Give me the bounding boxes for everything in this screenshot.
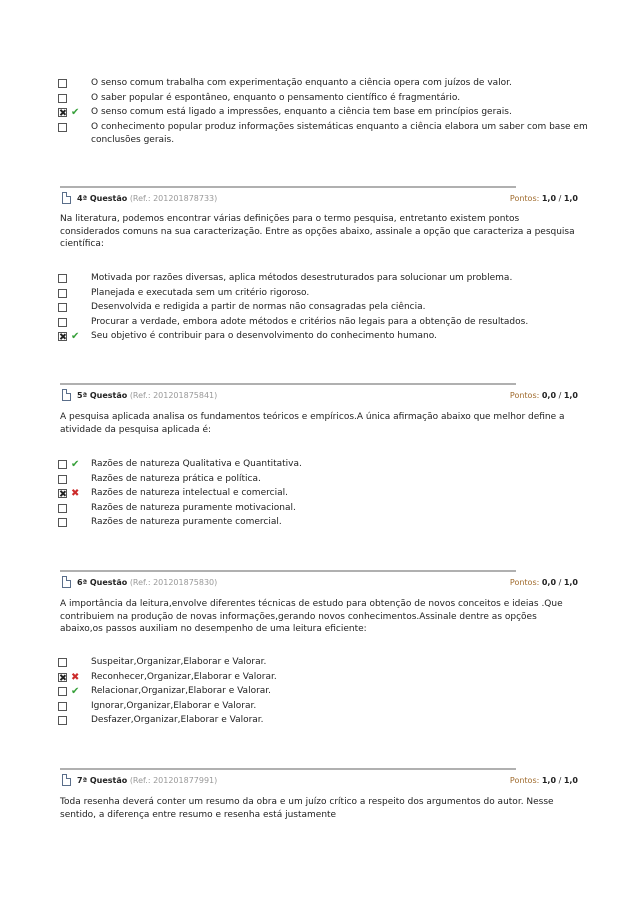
q5-options (58, 458, 598, 531)
answer-option[interactable] (58, 671, 598, 684)
answer-option-text: Planejada e executada sem um critério rigoroso. (91, 287, 310, 298)
q7-header (60, 768, 578, 788)
answer-option-text: Reconhecer,Organizar,Elaborar e Valorar. (91, 671, 277, 682)
answer-option[interactable] (58, 502, 598, 515)
cross-icon: ✖ (71, 488, 80, 499)
answer-option-text: Relacionar,Organizar,Elaborar e Valorar. (91, 686, 272, 696)
question-number: 4ª Questão (77, 194, 128, 203)
answer-option[interactable] (58, 458, 598, 471)
q4-header (60, 186, 578, 206)
document-icon (62, 576, 71, 588)
answer-checkbox[interactable] (58, 318, 67, 327)
question-ref: (Ref.: 201201878733) (129, 194, 218, 203)
separator (60, 768, 516, 770)
answer-checkbox[interactable] (58, 274, 67, 283)
answer-checkbox[interactable] (58, 489, 67, 498)
answer-option-text: O conhecimento popular produz informações sistemáticas enquanto a ciência elabora um saber com base em conclusões gerais. (91, 121, 588, 145)
separator (60, 570, 516, 572)
answer-checkbox[interactable] (58, 504, 67, 513)
answer-checkbox[interactable] (58, 673, 67, 682)
answer-checkbox[interactable] (58, 716, 67, 725)
question-text: Na literatura, podemos encontrar várias definições para o termo pesquisa, entretanto existem pontos considerados comuns na sua caracterização. Entre as opções abaixo, assinale a opção que caracteriza a pesquisa científica: (60, 214, 575, 249)
question-points: Pontos: 0,0 / 1,0 (509, 391, 578, 400)
q6-header (60, 570, 578, 590)
answer-option-text: Desfazer,Organizar,Elaborar e Valorar. (91, 715, 264, 725)
answer-option-text: O senso comum trabalha com experimentação enquanto a ciência opera com juízos de valor. (91, 78, 512, 88)
answer-checkbox[interactable] (58, 108, 67, 117)
cross-icon: ✖ (71, 671, 80, 683)
question-number: 5ª Questão (77, 391, 128, 400)
answer-option[interactable] (58, 714, 598, 727)
document-icon (62, 192, 71, 204)
answer-checkbox[interactable] (58, 303, 67, 312)
answer-option[interactable] (58, 516, 598, 529)
checkmark-icon: ✔ (71, 331, 80, 342)
question-ref: (Ref.: 201201875830) (129, 578, 218, 587)
q6-options (58, 656, 598, 729)
answer-option-text: Razões de natureza puramente motivacional. (91, 502, 296, 513)
answer-checkbox[interactable] (58, 460, 67, 469)
answer-option-text: Razões de natureza intelectual e comercial. (91, 488, 288, 498)
question-ref: (Ref.: 201201877991) (129, 776, 218, 785)
question-text: Toda resenha deverá conter um resumo da obra e um juízo crítico a respeito dos argumentos do autor. Nesse sentido, a diferença entre resumo e resenha está justamente (60, 797, 554, 820)
answer-option-text: Razões de natureza Qualitativa e Quantitativa. (91, 459, 302, 469)
document-icon (62, 774, 71, 786)
answer-option[interactable] (58, 685, 598, 698)
answer-checkbox[interactable] (58, 79, 67, 88)
answer-checkbox[interactable] (58, 687, 67, 696)
question-points: Pontos: 1,0 / 1,0 (509, 194, 578, 203)
answer-option-text: Ignorar,Organizar,Elaborar e Valorar. (91, 700, 257, 711)
answer-checkbox[interactable] (58, 658, 67, 667)
q3-options (58, 77, 598, 148)
question-points: Pontos: 0,0 / 1,0 (509, 578, 578, 587)
answer-checkbox[interactable] (58, 518, 67, 527)
answer-checkbox[interactable] (58, 94, 67, 103)
question-text: A pesquisa aplicada analisa os fundamentos teóricos e empíricos.A única afirmação abaixo que melhor define a atividade da pesquisa aplicada é: (60, 412, 565, 435)
answer-option-text: Seu objetivo é contribuir para o desenvolvimento do conhecimento humano. (91, 331, 437, 341)
separator (60, 186, 516, 188)
answer-checkbox[interactable] (58, 289, 67, 298)
question-text: A importância da leitura,envolve diferentes técnicas de estudo para obtenção de novos conceitos e ideias .Que contribuiem na produção de novas informações,gerando novos conhecimentos.Assinale dentre as opções abaixo,os passos auxiliam no desempenho de uma leitura eficiente: (60, 599, 563, 634)
answer-option[interactable] (58, 121, 598, 147)
answer-option[interactable] (58, 301, 598, 314)
answer-option-text: Procurar a verdade, embora adote métodos e critérios não legais para a obtenção de resultados. (91, 316, 529, 327)
question-number: 6ª Questão (77, 578, 128, 587)
document-icon (62, 389, 71, 401)
question-ref: (Ref.: 201201875841) (129, 391, 218, 400)
answer-option-text: O senso comum está ligado a impressões, enquanto a ciência tem base em princípios gerais. (91, 107, 512, 117)
q5-header (60, 383, 578, 403)
answer-option-text: Razões de natureza puramente comercial. (91, 517, 282, 527)
answer-option[interactable] (58, 106, 598, 119)
answer-option[interactable] (58, 700, 598, 713)
answer-checkbox[interactable] (58, 123, 67, 132)
answer-checkbox[interactable] (58, 702, 67, 711)
answer-option-text: Desenvolvida e redigida a partir de normas não consagradas pela ciência. (91, 302, 426, 312)
answer-checkbox[interactable] (58, 475, 67, 484)
answer-option[interactable] (58, 656, 598, 669)
answer-option-text: Motivada por razões diversas, aplica métodos desestruturados para solucionar um problema. (91, 273, 513, 283)
checkmark-icon: ✔ (71, 107, 80, 118)
answer-option[interactable] (58, 473, 598, 486)
answer-checkbox[interactable] (58, 332, 67, 341)
question-points: Pontos: 1,0 / 1,0 (509, 776, 578, 785)
checkmark-icon: ✔ (71, 459, 80, 470)
answer-option-text: Razões de natureza prática e política. (91, 473, 261, 484)
answer-option[interactable] (58, 77, 598, 90)
answer-option[interactable] (58, 272, 598, 285)
answer-option[interactable] (58, 316, 598, 329)
separator (60, 383, 516, 385)
question-number: 7ª Questão (77, 776, 128, 785)
q4-options (58, 272, 598, 345)
answer-option[interactable] (58, 487, 598, 500)
answer-option[interactable] (58, 92, 598, 105)
answer-option[interactable] (58, 330, 598, 343)
checkmark-icon: ✔ (71, 686, 80, 697)
answer-option-text: Suspeitar,Organizar,Elaborar e Valorar. (91, 657, 267, 667)
answer-option-text: O saber popular é espontâneo, enquanto o pensamento científico é fragmentário. (91, 92, 461, 103)
answer-option[interactable] (58, 287, 598, 300)
